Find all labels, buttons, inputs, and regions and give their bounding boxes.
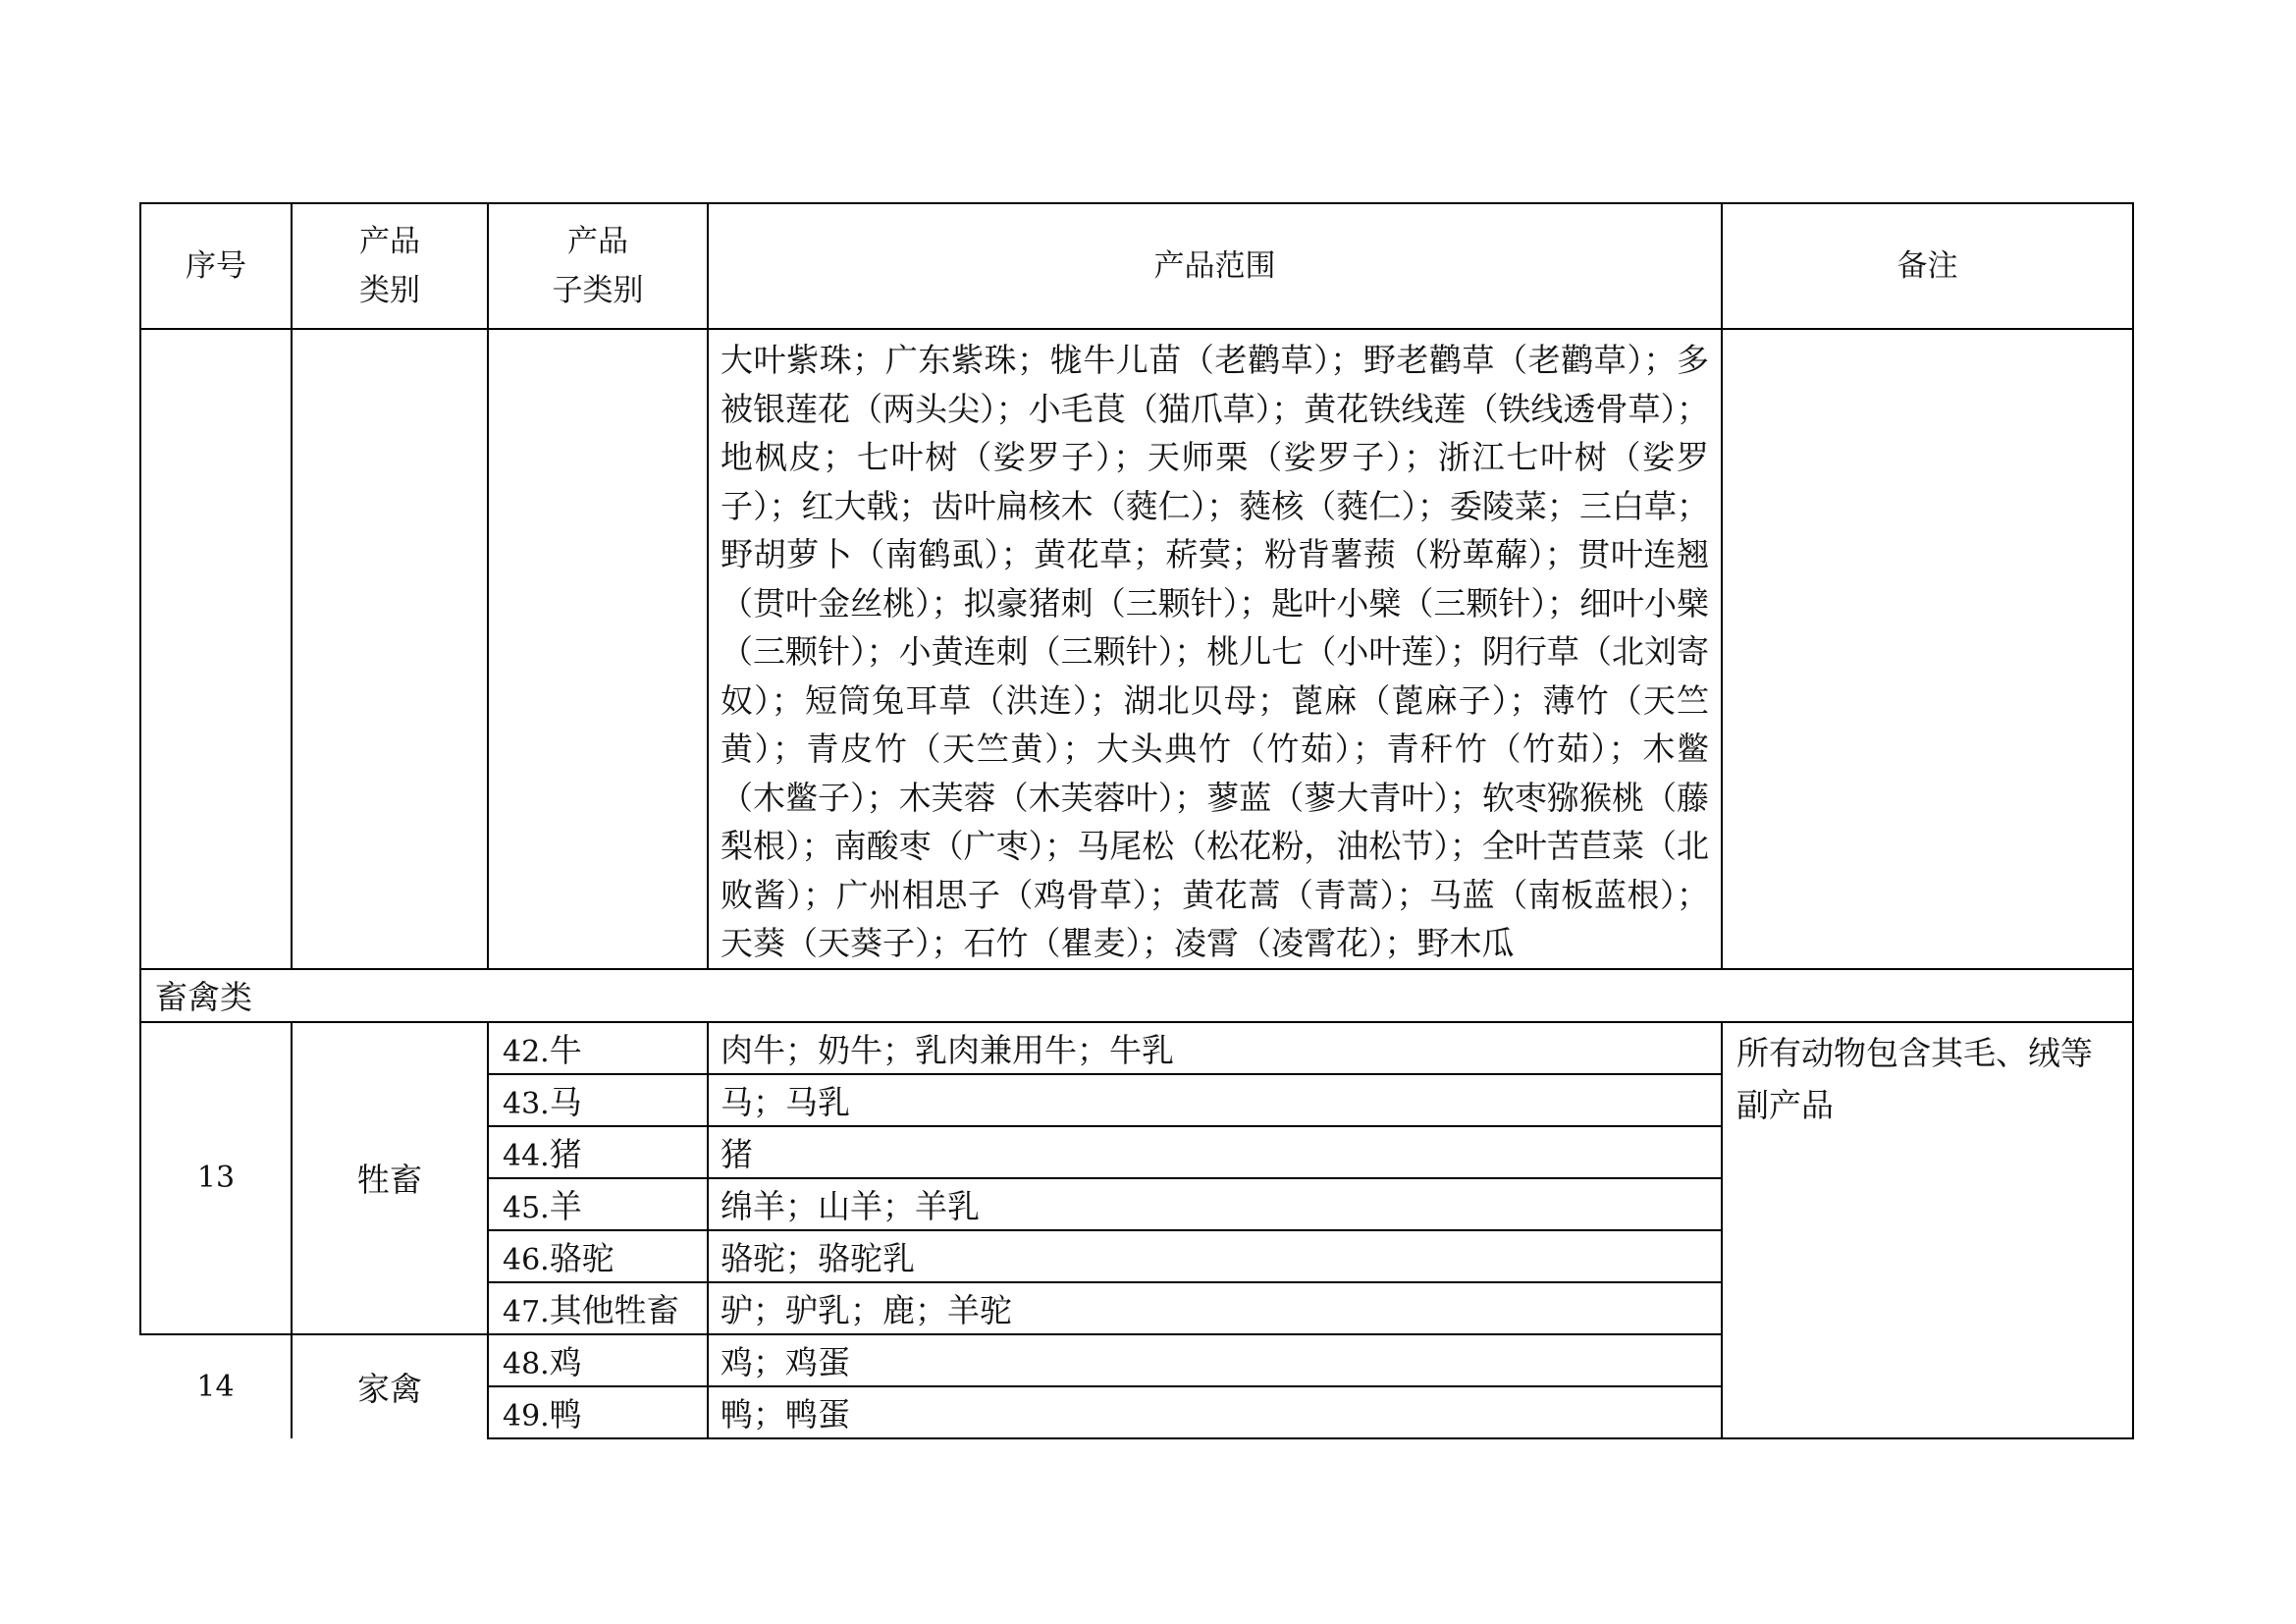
range-cell: 驴；驴乳；鹿；羊驼 — [708, 1282, 1722, 1334]
range-cell: 骆驼；骆驼乳 — [708, 1230, 1722, 1282]
group-category: 牲畜 — [292, 1022, 488, 1334]
continuation-seq-cell — [140, 329, 292, 969]
group-category: 家禽 — [292, 1334, 488, 1438]
note-cell: 所有动物包含其毛、绒等副产品 — [1722, 1022, 2133, 1438]
subcategory-cell: 45.羊 — [488, 1178, 708, 1230]
subcategory-cell: 42.牛 — [488, 1022, 708, 1074]
section-title: 畜禽类 — [140, 969, 2133, 1022]
subcategory-cell: 43.马 — [488, 1074, 708, 1126]
subcategory-cell: 48.鸡 — [488, 1334, 708, 1386]
header-category: 产品 类别 — [292, 203, 488, 329]
continuation-range-text: 大叶紫珠；广东紫珠；牻牛儿苗（老鹳草）；野老鹳草（老鹳草）；多被银莲花（两头尖）；小毛茛（猫爪草）；黄花铁线莲（铁线透骨草）；地枫皮；七叶树（娑罗子）；天师栗（娑罗子）；浙江七叶树（娑罗子）；红大戟；齿叶扁核木（蕤仁）；蕤核（蕤仁）；委陵菜；三白草；野胡萝卜（南鹤虱）；黄花草；菥蓂；粉背薯蓣（粉萆薢）；贯叶连翘（贯叶金丝桃）；拟豪猪刺（三颗针）；匙叶小檗（三颗针）；细叶小檗（三颗针）；小黄连刺（三颗针）；桃儿七（小叶莲）；阴行草（北刘寄奴）；短筒兔耳草（洪连）；湖北贝母；蓖麻（蓖麻子）；薄竹（天竺黄）；青皮竹（天竺黄）；大头典竹（竹茹）；青秆竹（竹茹）；木鳖（木鳖子）；木芙蓉（木芙蓉叶）；蓼蓝（蓼大青叶）；软枣猕猴桃（藤梨根）；南酸枣（广枣）；马尾松（松花粉，油松节）；全叶苦苣菜（北败酱）；广州相思子（鸡骨草）；黄花蒿（青蒿）；马蓝（南板蓝根）；天葵（天葵子）；石竹（瞿麦）；凌霄（凌霄花）；野木瓜 — [708, 329, 1722, 969]
header-subcategory: 产品 子类别 — [488, 203, 708, 329]
subcategory-cell: 47.其他牲畜 — [488, 1282, 708, 1334]
range-cell: 肉牛；奶牛；乳肉兼用牛；牛乳 — [708, 1022, 1722, 1074]
range-cell: 马；马乳 — [708, 1074, 1722, 1126]
range-cell: 鸡；鸡蛋 — [708, 1334, 1722, 1386]
header-note: 备注 — [1722, 203, 2133, 329]
group-seq: 13 — [140, 1022, 292, 1334]
subcategory-cell: 44.猪 — [488, 1126, 708, 1178]
product-table — [139, 202, 2134, 1439]
continuation-subcategory-cell — [488, 329, 708, 969]
subcategory-cell: 46.骆驼 — [488, 1230, 708, 1282]
range-cell: 绵羊；山羊；羊乳 — [708, 1178, 1722, 1230]
header-row — [140, 203, 2133, 329]
section-row — [140, 969, 2133, 1022]
header-seq: 序号 — [140, 203, 292, 329]
continuation-category-cell — [292, 329, 488, 969]
subcategory-cell: 49.鸭 — [488, 1386, 708, 1438]
range-cell: 鸭；鸭蛋 — [708, 1386, 1722, 1438]
group-seq: 14 — [140, 1334, 292, 1438]
range-cell: 猪 — [708, 1126, 1722, 1178]
continuation-row — [140, 329, 2133, 969]
header-range: 产品范围 — [708, 203, 1722, 329]
continuation-note-cell — [1722, 329, 2133, 969]
table-row — [140, 1022, 2133, 1074]
